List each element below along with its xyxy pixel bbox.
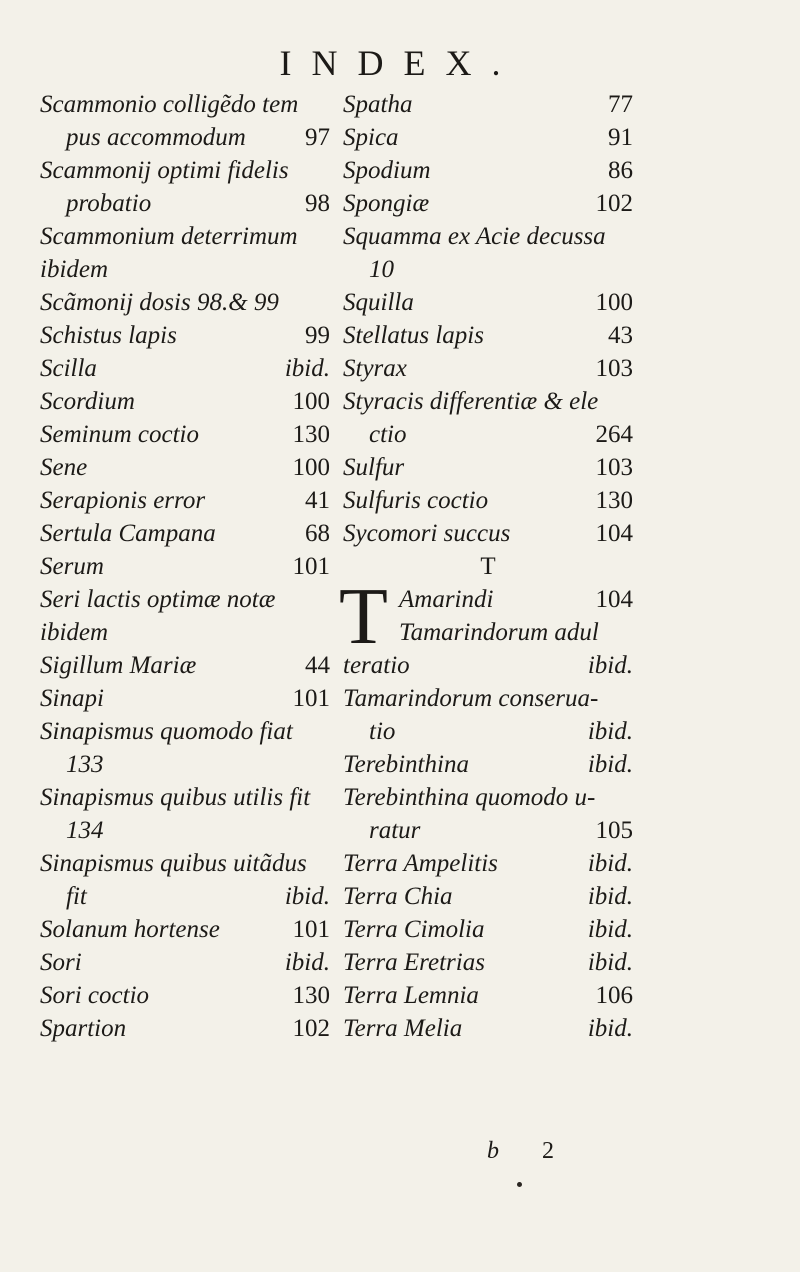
entry-text: Spica (343, 124, 399, 151)
entry-text: teratio (343, 652, 410, 679)
entry-text: Scammonij optimi fidelis (40, 157, 289, 184)
index-entry (40, 88, 330, 121)
index-entry (343, 187, 633, 220)
entry-text: Spatha (343, 91, 413, 118)
entry-text: Terra Ampelitis (343, 850, 498, 877)
left-column (40, 88, 330, 1045)
right-column (339, 88, 633, 1045)
dropcap-block (339, 573, 633, 661)
drop-cap: T (339, 573, 388, 661)
signature-mark: b (487, 1138, 499, 1164)
entry-text: Tamarindorum conserua- (343, 685, 599, 712)
index-entry (40, 583, 330, 616)
index-entry (343, 154, 633, 187)
index-entry (343, 814, 633, 847)
index-entry (343, 682, 633, 715)
index-entry (343, 253, 633, 286)
entry-page-ref: 77 (608, 91, 633, 118)
index-entry (40, 682, 330, 715)
entry-page-ref: 103 (595, 454, 633, 481)
index-entry (343, 781, 633, 814)
entry-page-ref: 98 (305, 190, 330, 217)
index-entry (40, 154, 330, 187)
entry-text: Sulfuris coctio (343, 487, 489, 514)
entry-text: Seminum coctio (40, 421, 199, 448)
entry-page-ref: ibid. (284, 883, 330, 910)
entry-text: Sori coctio (40, 982, 150, 1009)
index-entry (40, 913, 330, 946)
entry-text: Sene (40, 454, 88, 481)
entry-text: probatio (66, 190, 152, 217)
entry-text: Sinapismus quomodo fiat (40, 718, 293, 745)
entry-page-ref: 101 (292, 553, 330, 580)
index-entry (40, 616, 330, 649)
entry-page-ref: 100 (292, 388, 330, 415)
index-entry (40, 880, 330, 913)
entry-page-ref: ibid. (587, 718, 633, 745)
entry-text: ibidem (40, 619, 109, 646)
entry-page-ref: ibid. (284, 355, 330, 382)
entry-page-ref: 130 (292, 421, 330, 448)
entry-text: Sori (40, 949, 82, 976)
index-entry (40, 517, 330, 550)
entry-text: Terra Chia (343, 883, 453, 910)
entry-text: Spodium (343, 157, 431, 184)
index-entry (343, 847, 633, 880)
entry-page-ref: 104 (595, 586, 633, 613)
index-entry (40, 484, 330, 517)
entry-text: Scãmonij dosis 98.& 99 (40, 289, 279, 316)
index-entry (343, 748, 633, 781)
index-entry (40, 418, 330, 451)
index-entry (343, 88, 633, 121)
index-entry (343, 385, 633, 418)
index-entry (343, 1012, 633, 1045)
entry-text: Sinapismus quibus uitãdus (40, 850, 307, 877)
entry-page-ref: 100 (292, 454, 330, 481)
entry-page-ref: 97 (305, 124, 330, 151)
entry-text: Terra Eretrias (343, 949, 485, 976)
entry-text: 133 (66, 751, 104, 778)
entry-text: Serapionis error (40, 487, 206, 514)
index-entry (40, 715, 330, 748)
entry-text: Styrax (343, 355, 407, 382)
entry-page-ref: 104 (595, 520, 633, 547)
index-entry (40, 781, 330, 814)
index-entry (343, 979, 633, 1012)
entry-page-ref: ibid. (587, 1015, 633, 1042)
entry-page-ref: ibid. (587, 751, 633, 778)
entry-text: 10 (369, 256, 394, 283)
index-entry (40, 550, 330, 583)
index-entry (343, 418, 633, 451)
index-entry (343, 451, 633, 484)
entry-text: Amarindi (399, 586, 494, 613)
index-entry (343, 517, 633, 550)
entry-text: Sigillum Mariæ (40, 652, 197, 679)
index-entry (343, 352, 633, 385)
entry-text: tio (369, 718, 396, 745)
entry-page-ref: 43 (608, 322, 633, 349)
entry-page-ref: ibid. (587, 883, 633, 910)
entry-text: Sinapismus quibus utilis fit (40, 784, 311, 811)
index-entry (40, 187, 330, 220)
entry-text: Spartion (40, 1015, 127, 1042)
index-entry (343, 946, 633, 979)
entry-page-ref: 130 (292, 982, 330, 1009)
entry-text: Serum (40, 553, 104, 580)
index-entry (343, 319, 633, 352)
index-entry (40, 814, 330, 847)
index-entry (343, 880, 633, 913)
entry-text: Sertula Campana (40, 520, 216, 547)
entry-text: Scilla (40, 355, 97, 382)
entry-text: Schistus lapis (40, 322, 177, 349)
index-entry (40, 253, 330, 286)
entry-page-ref: ibid. (587, 652, 633, 679)
entry-text: Terra Lemnia (343, 982, 479, 1009)
index-entry (343, 220, 633, 253)
entry-text: fit (66, 883, 87, 910)
entry-page-ref: 106 (595, 982, 633, 1009)
index-entry (343, 121, 633, 154)
entry-text: 134 (66, 817, 104, 844)
entry-text: pus accommodum (66, 124, 246, 151)
entry-page-ref: 91 (608, 124, 633, 151)
entry-text: Sycomori succus (343, 520, 511, 547)
entry-page-ref: 44 (305, 652, 330, 679)
index-entry (40, 847, 330, 880)
index-entry (40, 121, 330, 154)
index-entry (343, 649, 633, 682)
entry-text: Terebinthina quomodo u- (343, 784, 596, 811)
entry-text: Terebinthina (343, 751, 469, 778)
entry-page-ref: 102 (595, 190, 633, 217)
index-entry (40, 748, 330, 781)
index-entry (40, 352, 330, 385)
entry-text: Sinapi (40, 685, 104, 712)
index-entry (40, 451, 330, 484)
index-entry (40, 649, 330, 682)
entry-page-ref: 41 (305, 487, 330, 514)
index-entry (343, 913, 633, 946)
entry-page-ref: 130 (595, 487, 633, 514)
index-entry (40, 979, 330, 1012)
entry-page-ref: 264 (595, 421, 633, 448)
entry-page-ref: 101 (292, 685, 330, 712)
entry-text: Squamma ex Acie decussa (343, 223, 606, 250)
entry-text: Terra Melia (343, 1015, 463, 1042)
entry-text: ratur (369, 817, 421, 844)
entry-page-ref: ibid. (587, 949, 633, 976)
entry-page-ref: 99 (305, 322, 330, 349)
entry-text: Squilla (343, 289, 414, 316)
entry-text: Scammonio colligẽdo tem (40, 91, 299, 118)
entry-page-ref: 68 (305, 520, 330, 547)
entry-text: Solanum hortense (40, 916, 220, 943)
index-entry (343, 484, 633, 517)
entry-text: Seri lactis optimæ notæ (40, 586, 276, 613)
index-entry (40, 385, 330, 418)
entry-page-ref: ibid. (284, 949, 330, 976)
section-letter-text: T (480, 553, 496, 580)
index-entry (40, 220, 330, 253)
entry-page-ref: 86 (608, 157, 633, 184)
entry-page-ref: 100 (595, 289, 633, 316)
index-entry (40, 1012, 330, 1045)
page-header: INDEX. (279, 43, 521, 83)
index-entry (343, 715, 633, 748)
entry-text: Scammonium deterrimum (40, 223, 298, 250)
signature-number: 2 (542, 1138, 554, 1164)
index-entry (343, 616, 633, 649)
entry-text: ibidem (40, 256, 109, 283)
index-entry (343, 583, 633, 616)
index-entry (40, 946, 330, 979)
index-entry (343, 286, 633, 319)
entry-text: Stellatus lapis (343, 322, 484, 349)
index-entry (40, 319, 330, 352)
entry-page-ref: 105 (595, 817, 633, 844)
entry-text: Scordium (40, 388, 135, 415)
index-entry (40, 286, 330, 319)
entry-page-ref: 101 (292, 916, 330, 943)
entry-page-ref: ibid. (587, 850, 633, 877)
entry-text: Sulfur (343, 454, 405, 481)
entry-text: Spongiæ (343, 190, 430, 217)
entry-page-ref: 102 (292, 1015, 330, 1042)
entry-text: Terra Cimolia (343, 916, 485, 943)
entry-text: ctio (369, 421, 407, 448)
entry-text: Styracis differentiæ & ele (343, 388, 599, 415)
ink-spot (517, 1182, 522, 1187)
entry-text: Tamarindorum adul (399, 619, 599, 646)
entry-page-ref: ibid. (587, 916, 633, 943)
entry-page-ref: 103 (595, 355, 633, 382)
